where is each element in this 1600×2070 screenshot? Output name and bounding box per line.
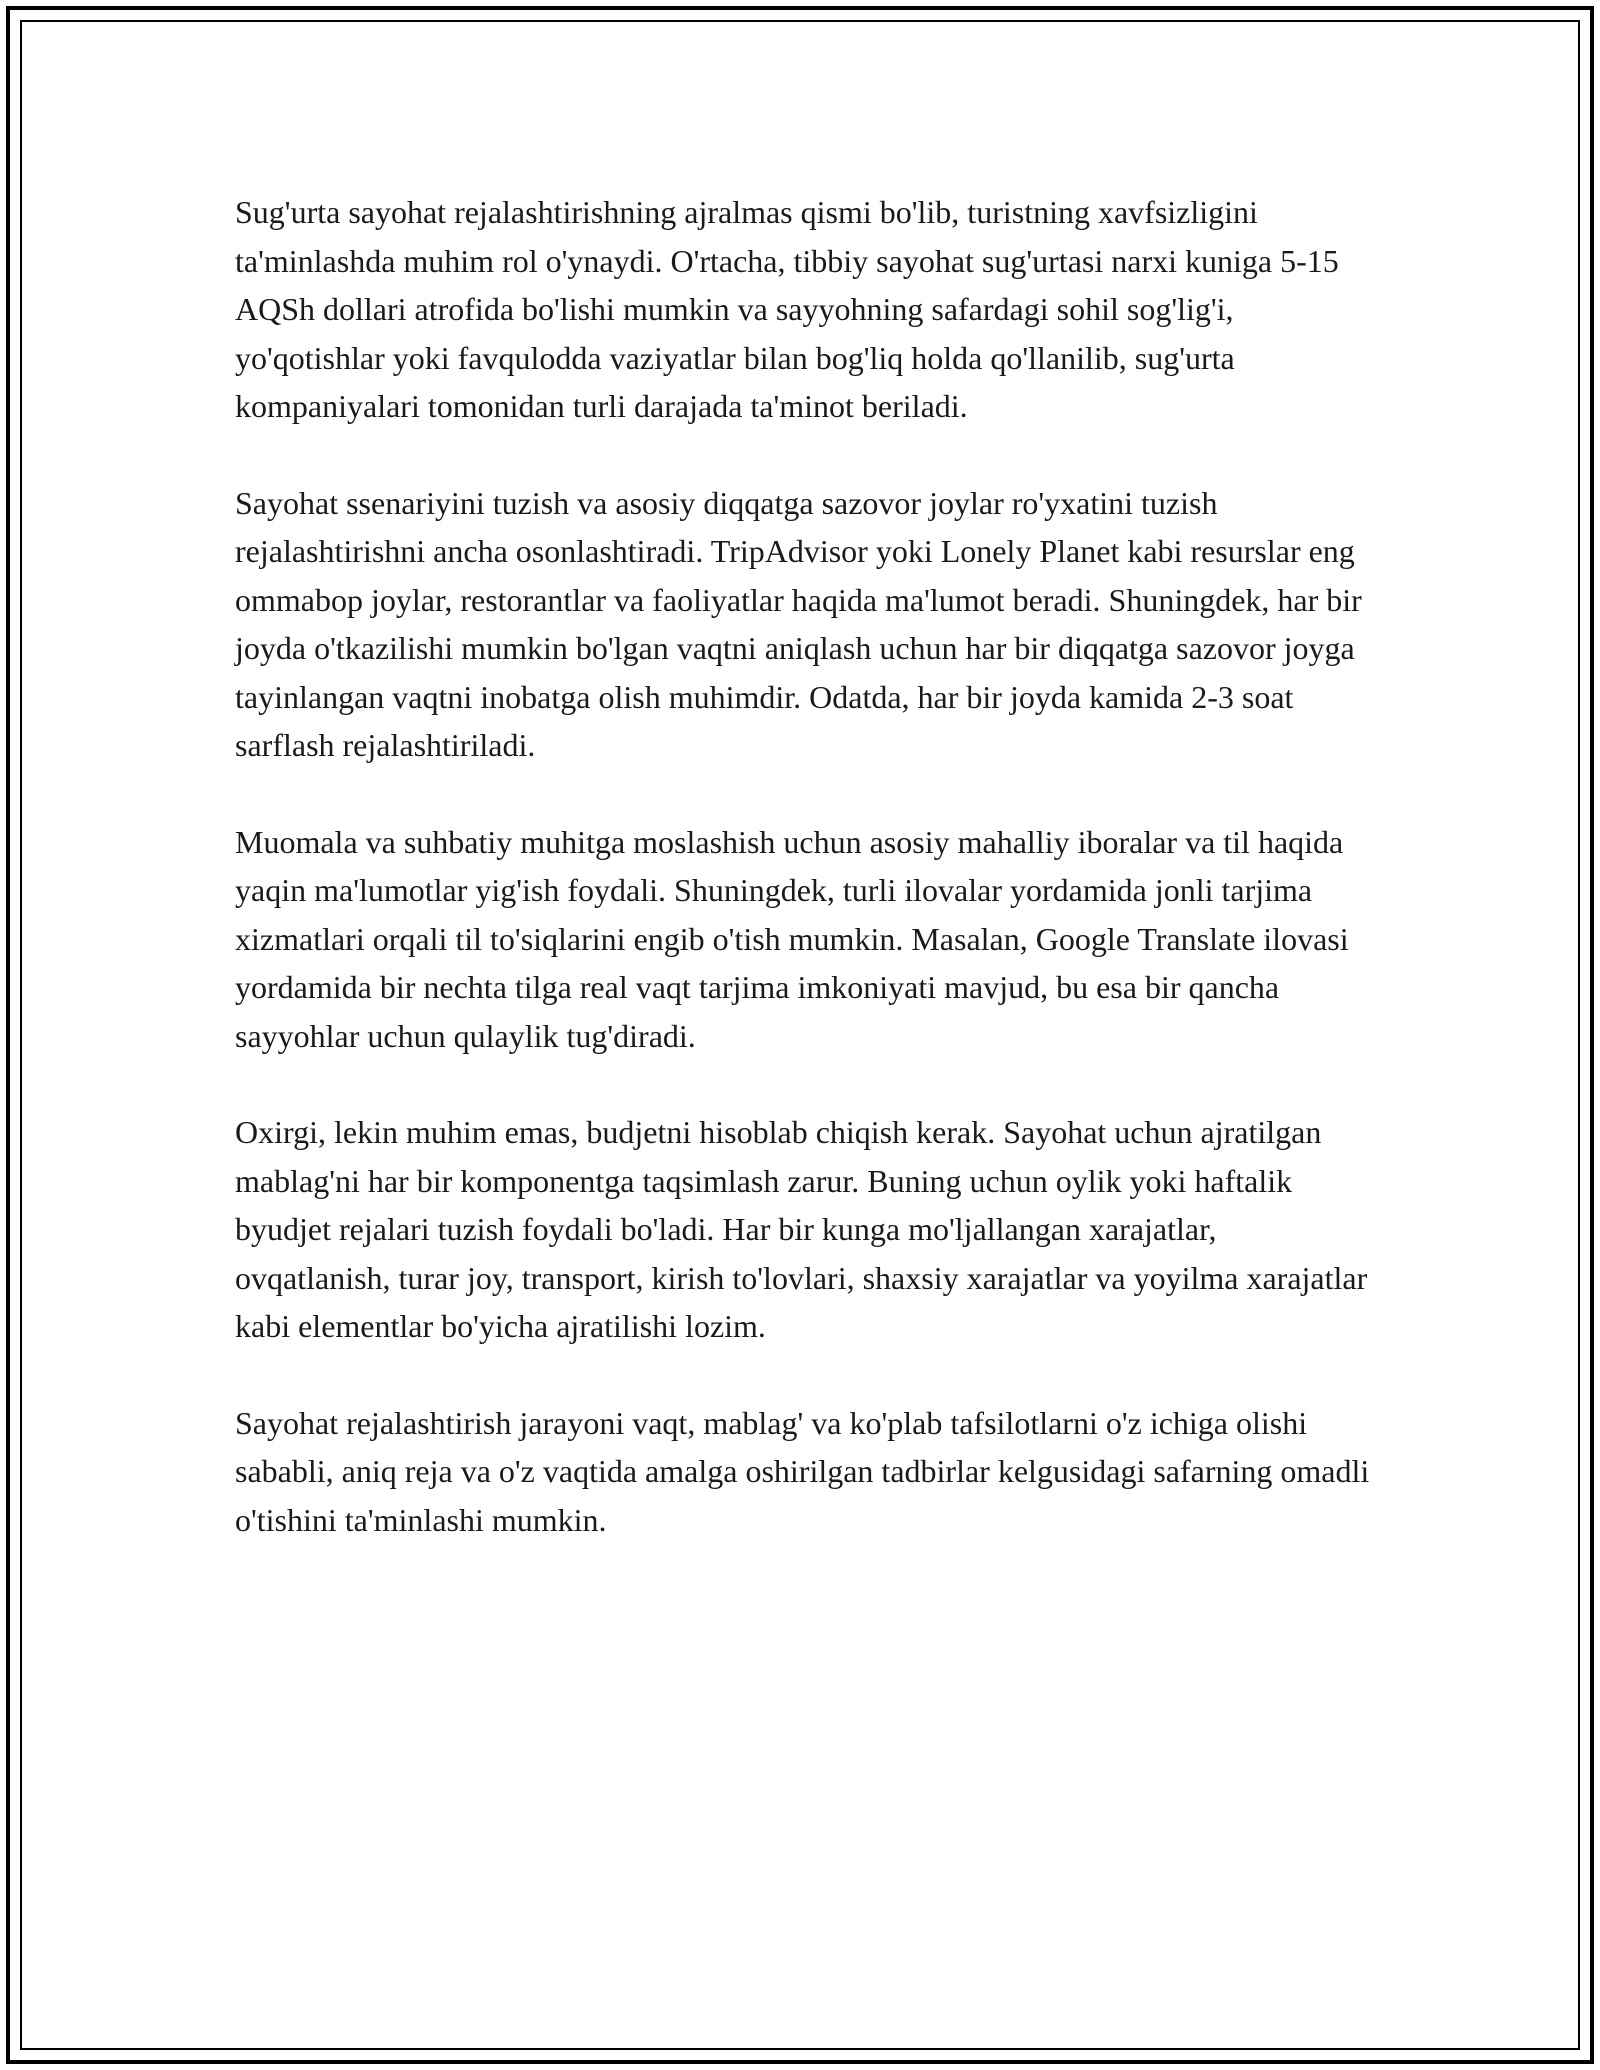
paragraph-insurance: Sug'urta sayohat rejalashtirishning ajralmas qismi bo'lib, turistning xavfsizligini ta'minlashda muhim rol o'ynaydi. O'rtacha, tibbiy sayohat sug'urtasi narxi kuniga 5-15 AQSh dollari atrofida bo'lishi mumkin va sayyohning safardagi sohil sog'lig'i, yo'qotishlar yoki favqulodda vaziyatlar bilan bog'liq holda qo'llanilib, sug'urta kompaniyalari tomonidan turli darajada ta'minot beriladi. xyxy=(235,194,1339,424)
paragraph-conclusion: Sayohat rejalashtirish jarayoni vaqt, mablag' va ko'plab tafsilotlarni o'z ichiga olishi sababli, aniq reja va o'z vaqtida amalga oshirilgan tadbirlar kelgusidagi safarning omadli o'tishini ta'minlashi mumkin. xyxy=(235,1404,1370,1538)
paragraph-budget: Oxirgi, lekin muhim emas, budjetni hisoblab chiqish kerak. Sayohat uchun ajratilgan mablag'ni har bir komponentga taqsimlash zarur. Buning uchun oylik yoki haftalik byudjet rejalari tuzish foydali bo'ladi. Har bir kunga mo'ljallangan xarajatlar, ovqatlanish, turar joy, transport, kirish to'lovlari, shaxsiy xarajatlar va yoyilma xarajatlar kabi elementlar bo'yicha ajratilishi lozim. xyxy=(235,1114,1368,1344)
paragraph-itinerary: Sayohat ssenariyini tuzish va asosiy diqqatga sazovor joylar ro'yxatini tuzish rejalashtirishni ancha osonlashtiradi. TripAdvisor yoki Lonely Planet kabi resurslar eng ommabop joylar, restorantlar va faoliyatlar haqida ma'lumot beradi. Shuningdek, har bir joyda o'tkazilishi mumkin bo'lgan vaqtni aniqlash uchun har bir diqqatga sazovor joyga tayinlangan vaqtni inobatga olish muhimdir. Odatda, har bir joyda kamida 2-3 soat sarflash rejalashtiriladi. xyxy=(235,484,1362,763)
document-body xyxy=(235,188,1370,1592)
paragraph-language: Muomala va suhbatiy muhitga moslashish uchun asosiy mahalliy iboralar va til haqida yaqin ma'lumotlar yig'ish foydali. Shuningdek, turli ilovalar yordamida jonli tarjima xizmatlari orqali til to'siqlarini engib o'tish mumkin. Masalan, Google Translate ilovasi yordamida bir nechta tilga real vaqt tarjima imkoniyati mavjud, bu esa bir qancha sayyohlar uchun qulaylik tug'diradi. xyxy=(235,823,1349,1054)
